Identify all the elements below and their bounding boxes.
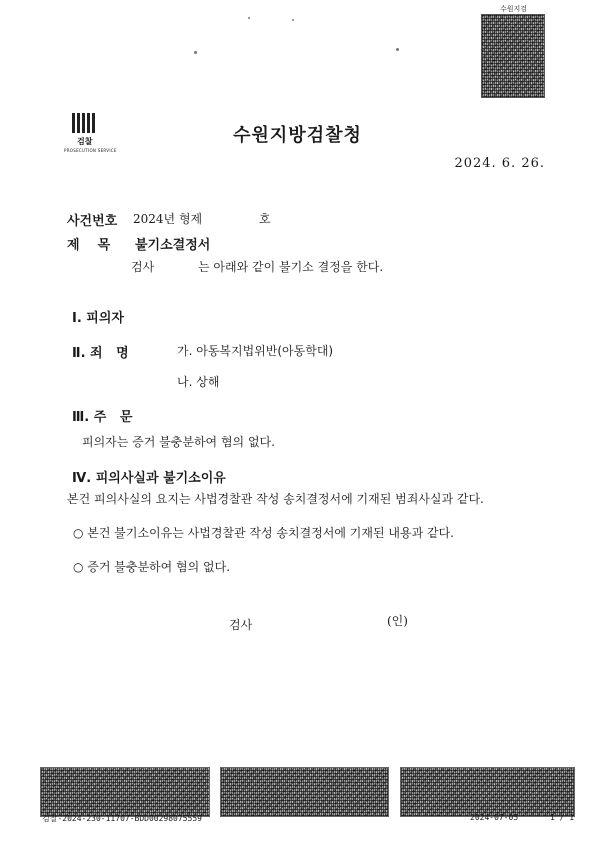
document-barcode [400, 767, 575, 817]
subject-value: 불기소결정서 [135, 238, 211, 253]
case-number-label: 사건번호 [67, 214, 118, 229]
charge-item: 나. 상해 [177, 375, 220, 389]
prosecutor-label: 검사 [131, 260, 155, 274]
intro-text: 는 아래와 같이 불기소 결정을 한다. [198, 260, 384, 274]
section-disposition-heading: Ⅲ. 주 문 [72, 410, 133, 425]
signature-label: 검사 [229, 618, 253, 632]
seal-label: 수원지검 [499, 5, 528, 13]
footer-print-date: 2024-07-05 [470, 813, 519, 822]
scan-speck [248, 17, 250, 19]
signature-seal-mark: (인) [387, 614, 408, 628]
section-reasons-heading: Ⅳ. 피의사실과 불기소이유 [72, 471, 226, 486]
section-charges-heading: Ⅱ. 죄 명 [72, 346, 129, 361]
logo-text: 검찰 [77, 137, 93, 146]
case-number-suffix: 호 [259, 212, 271, 226]
scan-speck [194, 51, 197, 54]
document-barcode [220, 767, 389, 817]
case-number-value: 2024년 형제 [133, 212, 203, 226]
scan-speck [292, 19, 294, 21]
scan-speck [396, 48, 399, 51]
footer-doc-id: 검찰-2024-230-11707-BDD00298075559 [42, 814, 202, 823]
office-seal-stamp [481, 14, 545, 98]
reason-bullet: ○ 본건 불기소이유는 사법경찰관 작성 송치결정서에 기재된 내용과 같다. [73, 526, 454, 540]
footer-page-number: 1 / 1 [550, 813, 575, 822]
logo-subtext: PROSECUTION SERVICE [64, 148, 117, 153]
charge-item: 가. 아동복지법위반(아동학대) [177, 344, 334, 358]
disposition-text: 피의자는 증거 불충분하여 혐의 없다. [82, 435, 275, 449]
reason-bullet: ○ 증거 불충분하여 혐의 없다. [73, 560, 231, 574]
redaction-box [222, 208, 260, 224]
section-suspect-heading: Ⅰ. 피의자 [72, 311, 124, 326]
subject-label: 제 목 [67, 238, 111, 253]
document-date: 2024. 6. 26. [454, 156, 545, 171]
document-barcode [40, 767, 210, 817]
office-title: 수원지방검찰청 [233, 125, 362, 146]
reasons-text: 본건 피의사실의 요지는 사법경찰관 작성 송치결정서에 기재된 범죄사실과 같다. [67, 492, 484, 506]
